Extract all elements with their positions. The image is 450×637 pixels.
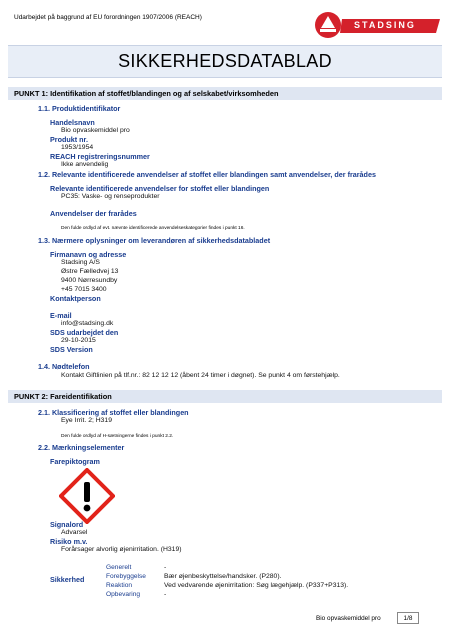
section-1-1-heading: 1.1. Produktidentifikator <box>38 104 121 113</box>
section-1-2-heading: 1.2. Relevante identificerede anvendelser af stoffet eller blandingen samt anvendelser, der frarådes <box>38 170 376 179</box>
precaution-category: Forebyggelse <box>106 573 146 580</box>
sds-date-value: 29-10-2015 <box>61 337 96 344</box>
precaution-text: Ved vedvarende øjenirritation: Søg lægehjælp. (P337+P313). <box>164 582 349 589</box>
produktnr-label: Produkt nr. <box>50 135 88 144</box>
precaution-text: - <box>164 564 167 571</box>
handelsnavn-value: Bio opvaskemiddel pro <box>61 127 130 134</box>
firma-line: +45 7015 3400 <box>61 286 107 293</box>
section-1-4-heading: 1.4. Nødtelefon <box>38 362 90 371</box>
document-title: SIKKERHEDSDATABLAD <box>8 45 442 78</box>
handelsnavn-label: Handelsnavn <box>50 118 95 127</box>
section-1-3-heading: 1.3. Nærmere oplysninger om leverandøren af sikkerhedsdatabladet <box>38 236 271 245</box>
firma-line: Østre Fælledvej 13 <box>61 268 119 275</box>
precaution-category: Opbevaring <box>106 591 141 598</box>
section-2-heading: PUNKT 2: Fareidentifikation <box>8 390 442 403</box>
firma-label: Firmanavn og adresse <box>50 250 127 259</box>
precaution-category: Generelt <box>106 564 132 571</box>
logo-text: STADSING <box>354 20 416 30</box>
section-2-2-heading: 2.2. Mærkningselementer <box>38 443 125 452</box>
risiko-value: Forårsager alvorlig øjenirritation. (H319) <box>61 546 182 553</box>
footer-product-name: Bio opvaskemiddel pro <box>316 615 381 622</box>
relevante-value: PC35: Vaske- og renseprodukter <box>61 193 160 200</box>
exclamation-mark-hazard-icon <box>59 468 115 524</box>
reach-value: Ikke anvendelig <box>61 161 109 168</box>
stadsing-logo <box>314 8 442 42</box>
section-2-1-heading: 2.1. Klassificering af stoffet eller blandingen <box>38 408 189 417</box>
email-value: info@stadsing.dk <box>61 320 114 327</box>
email-label: E-mail <box>50 311 72 320</box>
page-number: 1/8 <box>397 612 419 624</box>
signalord-value: Advarsel <box>61 529 88 536</box>
section-1-heading: PUNKT 1: Identifikation af stoffet/blandingen og af selskabet/virksomheden <box>8 87 442 100</box>
precaution-text: - <box>164 591 167 598</box>
firma-line: Stadsing A/S <box>61 259 100 266</box>
regulation-note: Udarbejdet på baggrund af EU forordningen 1907/2006 (REACH) <box>14 14 202 21</box>
precaution-text: Bær øjenbeskyttelse/handsker. (P280). <box>164 573 282 580</box>
farepiktogram-label: Farepiktogram <box>50 457 100 466</box>
signalord-label: Signalord <box>50 520 84 529</box>
relevante-label: Relevante identificerede anvendelser for stoffet eller blandingen <box>50 184 270 193</box>
sds-date-label: SDS udarbejdet den <box>50 328 119 337</box>
kontakt-label: Kontaktperson <box>50 294 101 303</box>
classification-value: Eye Irrit. 2; H319 <box>61 417 112 424</box>
firma-line: 9400 Nørresundby <box>61 277 118 284</box>
fraraades-label: Anvendelser der frarådes <box>50 209 137 218</box>
produktnr-value: 1953/1954 <box>61 144 94 151</box>
sds-version-label: SDS Version <box>50 345 93 354</box>
reach-label: REACH registreringsnummer <box>50 152 150 161</box>
risiko-label: Risiko m.v. <box>50 537 88 546</box>
precaution-category: Reaktion <box>106 582 133 589</box>
sikkerhed-label: Sikkerhed <box>50 575 85 584</box>
nodtelefon-value: Kontakt Giftlinien på tlf.nr.: 82 12 12 12 (åbent 24 timer i døgnet). Se punkt 4 om førstehjælp. <box>61 372 340 379</box>
classification-note: Den fulde ordlyd af H-sætningerne findes i punkt 2.2. <box>61 434 174 439</box>
fraraades-note: Den fulde ordlyd af evt. nævnte identificerede anvendelseskategorier findes i punkt 16. <box>61 226 245 231</box>
